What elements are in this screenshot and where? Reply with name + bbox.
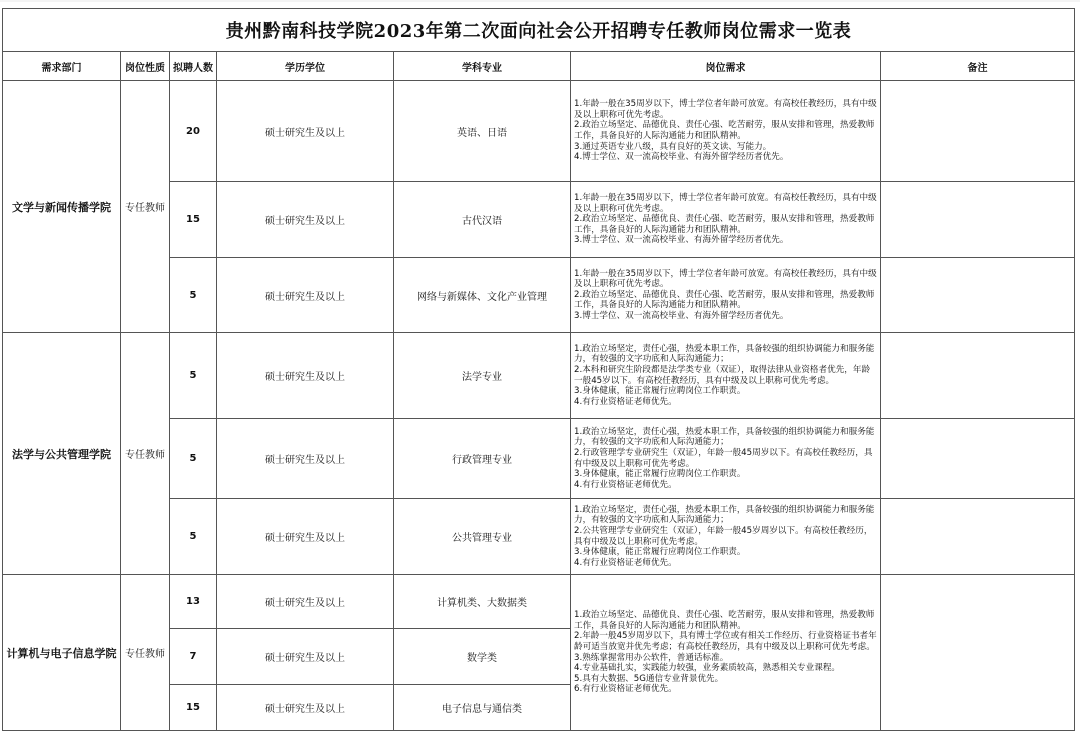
- table-row: [3, 333, 1075, 419]
- recruitment-table-sheet: [2, 8, 1074, 731]
- degree-cell: 硕士研究生及以上: [217, 333, 394, 419]
- note-cell: [881, 499, 1075, 575]
- requirement-line: 2.政治立场坚定、品德优良、责任心强、吃苦耐劳，服从安排和管理，热爱教师工作，具备良好的人际沟通能力和团队精神。: [574, 120, 875, 141]
- major-cell: 计算机类、大数据类: [394, 575, 571, 629]
- requirement-line: 3.身体健康，能正常履行应聘岗位工作职责。: [574, 469, 746, 480]
- nature-cell: 专任教师: [121, 575, 170, 731]
- requirement-line: 1.年龄一般在35周岁以下，博士学位者年龄可放宽。有高校任教经历，具有中级及以上职称可优先考虑。: [574, 193, 877, 214]
- degree-cell: 硕士研究生及以上: [217, 419, 394, 499]
- requirement-line: 4.有行业资格证老师优先。: [574, 557, 677, 568]
- requirement-line: 4.有行业资格证老师优先。: [574, 479, 677, 490]
- header-note: 备注: [881, 52, 1075, 81]
- degree-cell: 硕士研究生及以上: [217, 499, 394, 575]
- count-cell: 13: [170, 575, 217, 629]
- header-major: 学科专业: [394, 52, 571, 81]
- requirements-cell: [571, 333, 881, 419]
- header-requirements: 岗位需求: [571, 52, 881, 81]
- note-cell: [881, 419, 1075, 499]
- table-row: [3, 575, 1075, 629]
- requirements-cell: [571, 575, 881, 731]
- requirement-line: 1.年龄一般在35周岁以下，博士学位者年龄可放宽。有高校任教经历，具有中级及以上职称可优先考虑。: [574, 99, 877, 120]
- count-cell: 15: [170, 685, 217, 731]
- table-row: [3, 81, 1075, 182]
- requirement-line: 2.行政管理学专业研究生（双证），年龄一般45周岁以下。有高校任教经历，具有中级及以上职称可优先考虑。: [574, 447, 873, 469]
- dept-cell: 文学与新闻传播学院: [3, 81, 121, 333]
- major-cell: 古代汉语: [394, 182, 571, 258]
- note-cell: [881, 575, 1075, 731]
- recruitment-table: [2, 8, 1075, 731]
- requirement-line: 4.博士学位、双一流高校毕业、有海外留学经历者优先。: [574, 152, 789, 163]
- requirements-cell: [571, 81, 881, 182]
- nature-cell: 专任教师: [121, 81, 170, 333]
- requirement-line: 1.政治立场坚定，责任心强，热爱本职工作，具备较强的组织协调能力和服务能力，有较强的文字功底和人际沟通能力；: [574, 504, 875, 526]
- count-cell: 5: [170, 333, 217, 419]
- major-cell: 公共管理专业: [394, 499, 571, 575]
- table-title: 贵州黔南科技学院2023年第二次面向社会公开招聘专任教师岗位需求一览表: [3, 9, 1075, 52]
- count-cell: 5: [170, 499, 217, 575]
- requirement-line: 1.政治立场坚定，责任心强，热爱本职工作，具备较强的组织协调能力和服务能力，有较强的文字功底和人际沟通能力；: [574, 343, 875, 365]
- page-top-edge: [0, 0, 1080, 2]
- degree-cell: 硕士研究生及以上: [217, 258, 394, 333]
- major-cell: 网络与新媒体、文化产业管理: [394, 258, 571, 333]
- count-cell: 15: [170, 182, 217, 258]
- dept-cell: 计算机与电子信息学院: [3, 575, 121, 731]
- header-dept: 需求部门: [3, 52, 121, 81]
- note-cell: [881, 333, 1075, 419]
- nature-cell: 专任教师: [121, 333, 170, 575]
- requirements-cell: [571, 182, 881, 258]
- header-degree: 学历学位: [217, 52, 394, 81]
- count-cell: 5: [170, 258, 217, 333]
- requirements-cell: [571, 419, 881, 499]
- dept-cell: 法学与公共管理学院: [3, 333, 121, 575]
- requirement-line: 2.本科和研究生阶段都是法学类专业（双证），取得法律从业资格者优先，年龄一般45岁以下。有高校任教经历，具有中级及以上职称可优先考虑。: [574, 364, 871, 386]
- major-cell: 法学专业: [394, 333, 571, 419]
- header-row: [3, 52, 1075, 81]
- requirement-line: 4.有行业资格证老师优先。: [574, 396, 677, 407]
- requirement-line: 2.政治立场坚定、品德优良、责任心强、吃苦耐劳，服从安排和管理，热爱教师工作，具备良好的人际沟通能力和团队精神。: [574, 214, 875, 235]
- requirement-line: 2.公共管理学专业研究生（双证），年龄一般45岁周岁以下。有高校任教经历，具有中级及以上职称可优先考虑。: [574, 525, 873, 547]
- requirement-line: 1.政治立场坚定，责任心强，热爱本职工作，具备较强的组织协调能力和服务能力，有较强的文字功底和人际沟通能力；: [574, 426, 875, 448]
- note-cell: [881, 258, 1075, 333]
- major-cell: 电子信息与通信类: [394, 685, 571, 731]
- requirement-line: 3.身体健康，能正常履行应聘岗位工作职责。: [574, 386, 746, 397]
- requirement-line: 3.身体健康，能正常履行应聘岗位工作职责。: [574, 547, 746, 558]
- requirements-cell: [571, 258, 881, 333]
- requirement-line: 1.政治立场坚定、品德优良、责任心强、吃苦耐劳，服从安排和管理，热爱教师工作，具备良好的人际沟通能力和团队精神。: [574, 610, 875, 631]
- note-cell: [881, 81, 1075, 182]
- degree-cell: 硕士研究生及以上: [217, 685, 394, 731]
- requirements-cell: [571, 499, 881, 575]
- title-row: [3, 9, 1075, 52]
- requirement-line: 5.具有大数据、5G通信专业背景优先。: [574, 673, 724, 684]
- major-cell: 数学类: [394, 629, 571, 685]
- requirement-line: 6.有行业资格证老师优先。: [574, 684, 677, 695]
- major-cell: 行政管理专业: [394, 419, 571, 499]
- degree-cell: 硕士研究生及以上: [217, 575, 394, 629]
- requirement-line: 4.专业基础扎实，实践能力较强，业务素质较高，熟悉相关专业课程。: [574, 663, 841, 674]
- requirement-line: 3.通过英语专业八级，具有良好的英文读、写能力。: [574, 141, 772, 152]
- degree-cell: 硕士研究生及以上: [217, 629, 394, 685]
- requirement-line: 2.年龄一般45岁周岁以下，具有博士学位或有相关工作经历、行业资格证书者年龄可适当放宽并优先考虑；有高校任教经历，具有中级及以上职称可优先考虑。: [574, 631, 877, 652]
- count-cell: 5: [170, 419, 217, 499]
- requirement-line: 3.熟练掌握常用办公软件，普通话标准。: [574, 652, 729, 663]
- degree-cell: 硕士研究生及以上: [217, 81, 394, 182]
- header-nature: 岗位性质: [121, 52, 170, 81]
- requirement-line: 3.博士学位、双一流高校毕业、有海外留学经历者优先。: [574, 310, 789, 321]
- count-cell: 20: [170, 81, 217, 182]
- degree-cell: 硕士研究生及以上: [217, 182, 394, 258]
- requirement-line: 3.博士学位、双一流高校毕业、有海外留学经历者优先。: [574, 235, 789, 246]
- major-cell: 英语、日语: [394, 81, 571, 182]
- requirement-line: 2.政治立场坚定、品德优良、责任心强、吃苦耐劳，服从安排和管理，热爱教师工作，具备良好的人际沟通能力和团队精神。: [574, 289, 875, 311]
- note-cell: [881, 182, 1075, 258]
- count-cell: 7: [170, 629, 217, 685]
- requirement-line: 1.年龄一般在35周岁以下，博士学位者年龄可放宽。有高校任教经历，具有中级及以上职称可优先考虑。: [574, 268, 877, 290]
- header-count: 拟聘人数: [170, 52, 217, 81]
